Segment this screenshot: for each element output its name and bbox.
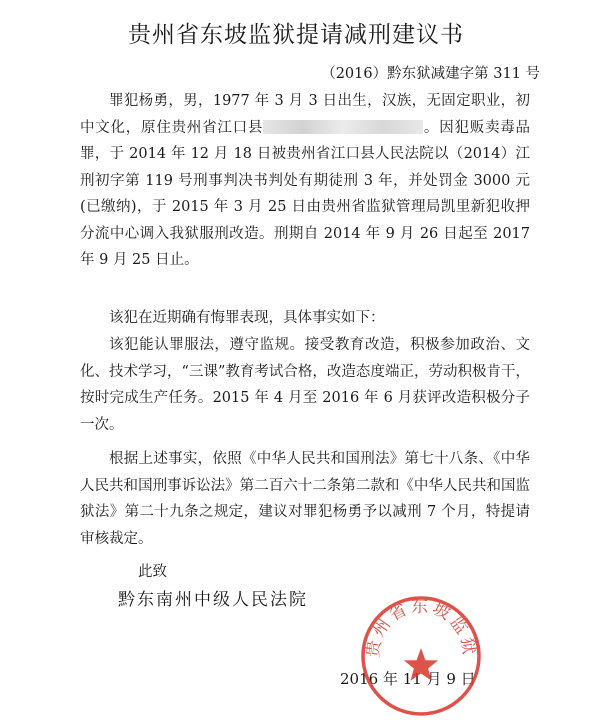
- document-date: 2016 年 11 月 9 日: [340, 670, 476, 688]
- document-title: 贵州省东坡监狱提请减刑建议书: [128, 22, 464, 48]
- seal-text: 贵州省东坡监狱: [363, 596, 479, 659]
- closing-salutation: 此致: [138, 564, 167, 580]
- paragraph-intro: [80, 305, 530, 332]
- recipient-court: 黔东南州中级人民法院: [118, 590, 308, 610]
- document-number: （2016）黔东狱减建字第 311 号: [321, 66, 540, 82]
- paragraph-facts: [80, 332, 530, 438]
- paragraph-legal-basis: [80, 446, 530, 552]
- official-seal-stamp: [358, 593, 484, 719]
- paragraph-prisoner-info: [80, 88, 530, 274]
- paragraph-text: 罪犯杨勇，男，1977 年 3 月 3 日出生，汉族，无固定职业，初中文化，原住贵州省江口县: [80, 93, 530, 136]
- paragraph-text: 根据上述事实，依照《中华人民共和国刑法》第七十八条、《中华人民共和国刑事诉讼法》第二百六十二条第二款和《中华人民共和国监狱法》第二十九条之规定，建议对罪犯杨勇予以减刑 7 个月，特提请审核裁定。: [80, 451, 530, 547]
- redacted-address: [263, 120, 423, 134]
- paragraph-text: 。因犯贩卖毒品罪，于 2014 年 12 月 18 日被贵州省江口县人民法院以（2014）江刑初字第 119 号刑事判决书判处有期徒刑 3 年，并处罚金 3000 元(已缴纳)，于 2015 年 3 月 25 日由贵州省监狱管理局凯里新犯收押分流中心调入我狱服刑改造。刑期自 2014 年 9 月 26 日起至 2017 年 9 月 25 日止。: [80, 119, 531, 268]
- paragraph-text: 该犯在近期确有悔罪表现，具体事实如下：: [109, 310, 385, 326]
- paragraph-text: 该犯能认罪服法，遵守监规。接受教育改造，积极参加政治、文化、技术学习，“三课”教育考试合格，改造态度端正，劳动积极肯干，按时完成生产任务。2015 年 4 月至 2016 年 6 月获评改造积极分子一次。: [80, 337, 530, 433]
- star-icon: [404, 648, 438, 681]
